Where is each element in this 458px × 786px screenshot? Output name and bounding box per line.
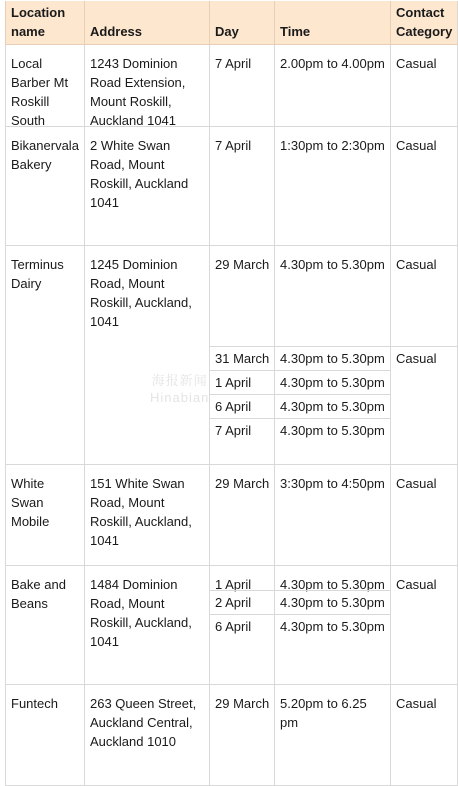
day: 29 March bbox=[215, 257, 270, 272]
day: 7 April bbox=[215, 56, 252, 71]
table-row bbox=[5, 127, 458, 246]
location-name: Bake and Beans bbox=[11, 577, 66, 611]
time: 3:30pm to 4:50pm bbox=[280, 476, 385, 491]
header-category: Contact Category bbox=[396, 5, 453, 39]
day: 7 April bbox=[215, 423, 252, 438]
contact-category: Casual bbox=[396, 696, 437, 711]
table-row bbox=[5, 566, 458, 685]
header-day: Day bbox=[215, 24, 239, 39]
watermark: 海报新闻 Hinabian bbox=[150, 373, 210, 405]
contact-category: Casual bbox=[396, 476, 437, 491]
time: 4.30pm to 5.30pm bbox=[280, 619, 385, 634]
table-header bbox=[5, 1, 458, 45]
time: 4.30pm to 5.30pm bbox=[280, 351, 385, 366]
header-time: Time bbox=[280, 24, 311, 39]
day: 6 April bbox=[215, 399, 252, 414]
day: 1 April bbox=[215, 375, 252, 390]
address: 2 White Swan Road, Mount Roskill, Auckland 1041 bbox=[90, 138, 189, 210]
address: 1245 Dominion Road, Mount Roskill, Auckland, 1041 bbox=[90, 257, 192, 329]
address: 1243 Dominion Road Extension, Mount Roskill, Auckland 1041 bbox=[90, 56, 186, 128]
day: 29 March bbox=[215, 696, 270, 711]
header-address: Address bbox=[90, 24, 143, 39]
contact-category: Casual bbox=[396, 577, 437, 592]
table-row bbox=[5, 465, 458, 566]
time: 4.30pm to 5.30pm bbox=[280, 375, 385, 390]
location-name: Terminus Dairy bbox=[11, 257, 64, 291]
exposure-locations-table bbox=[5, 1, 458, 786]
location-name: White Swan Mobile bbox=[11, 476, 50, 529]
table-row bbox=[5, 246, 458, 465]
day: 6 April bbox=[215, 619, 252, 634]
header-location: Location name bbox=[11, 5, 66, 39]
time: 4.30pm to 5.30pm bbox=[280, 577, 385, 592]
day: 7 April bbox=[215, 138, 252, 153]
time: 4.30pm to 5.30pm bbox=[280, 423, 385, 438]
time: 4.30pm to 5.30pm bbox=[280, 257, 385, 272]
address: 1484 Dominion Road, Mount Roskill, Auckland, 1041 bbox=[90, 577, 192, 649]
contact-category: Casual bbox=[396, 56, 437, 71]
day: 2 April bbox=[215, 595, 252, 610]
day: 1 April bbox=[215, 577, 252, 592]
location-name: Local Barber Mt Roskill South bbox=[11, 56, 69, 128]
location-name: Bikanervala Bakery bbox=[11, 138, 79, 172]
time: 2.00pm to 4.00pm bbox=[280, 56, 385, 71]
table-row bbox=[5, 685, 458, 786]
table-row bbox=[5, 45, 458, 127]
time: 5.20pm to 6.25 pm bbox=[280, 696, 367, 730]
contact-category: Casual bbox=[396, 351, 437, 366]
address: 263 Queen Street, Auckland Central, Auckland 1010 bbox=[90, 696, 197, 749]
day: 29 March bbox=[215, 476, 270, 491]
day: 31 March bbox=[215, 351, 270, 366]
time: 1:30pm to 2:30pm bbox=[280, 138, 385, 153]
contact-category: Casual bbox=[396, 257, 437, 272]
time: 4.30pm to 5.30pm bbox=[280, 595, 385, 610]
time: 4.30pm to 5.30pm bbox=[280, 399, 385, 414]
address: 151 White Swan Road, Mount Roskill, Auckland, 1041 bbox=[90, 476, 192, 548]
location-name: Funtech bbox=[11, 696, 58, 711]
contact-category: Casual bbox=[396, 138, 437, 153]
